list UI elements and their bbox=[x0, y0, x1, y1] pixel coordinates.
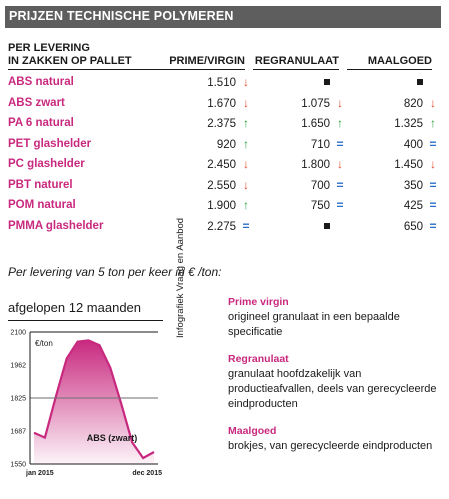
y-tick-label: 2100 bbox=[10, 329, 26, 337]
equal-icon: = bbox=[336, 198, 344, 213]
arrow-up-icon: ↑ bbox=[337, 116, 343, 131]
equal-icon: = bbox=[429, 136, 437, 151]
regran-price-value: 750 bbox=[310, 200, 330, 213]
table-row bbox=[8, 93, 440, 114]
arrow-up-icon: ↑ bbox=[243, 198, 249, 213]
equal-icon: = bbox=[429, 177, 437, 192]
regran-price-cell bbox=[253, 93, 347, 114]
prime-price-cell bbox=[158, 72, 253, 93]
prime-price-value: 2.375 bbox=[207, 118, 236, 131]
no-data-square-icon bbox=[417, 79, 423, 85]
arrow-up-icon: ↑ bbox=[430, 116, 436, 131]
x-tick-label: dec 2015 bbox=[132, 470, 162, 477]
product-name: PA 6 natural bbox=[8, 117, 74, 130]
prime-price-cell bbox=[158, 113, 253, 134]
series-label: ABS (zwart) bbox=[86, 433, 138, 444]
arrow-up-icon: ↑ bbox=[243, 136, 249, 151]
maal-price-value: 1.450 bbox=[394, 159, 423, 172]
price-chart bbox=[0, 322, 175, 492]
regran-price-cell bbox=[253, 175, 347, 196]
maal-price-value: 425 bbox=[403, 200, 423, 213]
regran-price-value: 700 bbox=[310, 179, 330, 192]
y-tick-label: 1687 bbox=[10, 428, 26, 436]
table-row bbox=[8, 72, 440, 93]
regran-price-cell bbox=[253, 113, 347, 134]
maal-price-value: 650 bbox=[403, 220, 423, 233]
prime-price-cell bbox=[158, 134, 253, 155]
prime-price-cell bbox=[158, 154, 253, 175]
maal-price-value: 820 bbox=[403, 97, 423, 110]
prime-price-value: 2.450 bbox=[207, 159, 236, 172]
col-header-product-line1: PER LEVERING bbox=[8, 42, 90, 54]
arrow-down-icon: ↓ bbox=[243, 75, 249, 90]
equal-icon: = bbox=[429, 198, 437, 213]
legend-regran-title: Regranulaat bbox=[228, 353, 289, 365]
regran-price-cell bbox=[253, 134, 347, 155]
product-name: PMMA glashelder bbox=[8, 219, 104, 232]
maal-price-cell bbox=[347, 154, 440, 175]
prime-price-cell bbox=[158, 175, 253, 196]
arrow-down-icon: ↓ bbox=[337, 157, 343, 172]
y-tick-label: 1962 bbox=[10, 362, 26, 370]
arrow-down-icon: ↓ bbox=[243, 177, 249, 192]
col-header-product-line2: IN ZAKKEN OP PALLET bbox=[8, 55, 132, 67]
regran-price-value: 1.800 bbox=[301, 159, 330, 172]
product-name: PBT naturel bbox=[8, 178, 73, 191]
regran-price-value: 1.075 bbox=[301, 97, 330, 110]
prime-price-cell bbox=[158, 93, 253, 114]
unit-note: Per levering van 5 ton per keer in € /ton: bbox=[8, 265, 222, 279]
product-name: PC glashelder bbox=[8, 158, 85, 171]
product-name: PET glashelder bbox=[8, 137, 92, 150]
table-row bbox=[8, 195, 440, 216]
regran-price-value: 1.650 bbox=[301, 118, 330, 131]
maal-price-cell bbox=[347, 175, 440, 196]
regran-price-cell bbox=[253, 154, 347, 175]
table-row bbox=[8, 216, 440, 237]
prime-price-value: 1.510 bbox=[207, 77, 236, 90]
maal-price-cell bbox=[347, 113, 440, 134]
y-tick-label: 1550 bbox=[10, 461, 26, 469]
series-area bbox=[34, 340, 154, 464]
prime-price-value: 2.550 bbox=[207, 179, 236, 192]
product-name: ABS zwart bbox=[8, 96, 65, 109]
regran-price-cell bbox=[253, 72, 347, 93]
maal-price-cell bbox=[347, 93, 440, 114]
arrow-down-icon: ↓ bbox=[243, 157, 249, 172]
price-table bbox=[8, 42, 440, 236]
chart-title: afgelopen 12 maanden bbox=[8, 300, 142, 315]
arrow-down-icon: ↓ bbox=[430, 157, 436, 172]
product-name: POM natural bbox=[8, 199, 76, 212]
equal-icon: = bbox=[336, 136, 344, 151]
prime-price-value: 1.670 bbox=[207, 97, 236, 110]
maal-price-cell bbox=[347, 134, 440, 155]
maal-price-cell bbox=[347, 216, 440, 237]
legend-regran-text: granulaat hoofdzakelijk van productieafvallen, deels van gerecycleerde eindproducten bbox=[228, 368, 437, 410]
arrow-up-icon: ↑ bbox=[243, 116, 249, 131]
legend-maal-title: Maalgoed bbox=[228, 425, 277, 437]
table-row bbox=[8, 154, 440, 175]
col-header-product bbox=[8, 42, 158, 72]
equal-icon: = bbox=[336, 177, 344, 192]
regran-price-cell bbox=[253, 195, 347, 216]
y-axis-label: €/ton bbox=[35, 339, 53, 348]
side-label: Infografiek Vraag en Aanbod bbox=[175, 217, 186, 338]
col-header-prime: PRIME/VIRGIN bbox=[158, 42, 253, 72]
header-bar bbox=[5, 6, 441, 28]
col-header-maal: MAALGOED bbox=[347, 42, 440, 72]
equal-icon: = bbox=[429, 218, 437, 233]
arrow-down-icon: ↓ bbox=[430, 95, 436, 110]
regran-price-value: 710 bbox=[310, 138, 330, 151]
maal-price-value: 350 bbox=[403, 179, 423, 192]
prime-price-cell bbox=[158, 195, 253, 216]
col-header-regran: REGRANULAAT bbox=[253, 42, 347, 72]
maal-price-value: 1.325 bbox=[394, 118, 423, 131]
prime-price-value: 2.275 bbox=[207, 220, 236, 233]
arrow-down-icon: ↓ bbox=[243, 95, 249, 110]
table-row bbox=[8, 113, 440, 134]
legend-maal-text: brokjes, van gerecycleerde eindproducten bbox=[228, 440, 433, 452]
no-data-square-icon bbox=[324, 223, 330, 229]
legend-maal bbox=[228, 424, 443, 454]
legend bbox=[228, 295, 443, 466]
table-row bbox=[8, 175, 440, 196]
prime-price-value: 1.900 bbox=[207, 200, 236, 213]
maal-price-cell bbox=[347, 195, 440, 216]
prime-price-value: 920 bbox=[216, 138, 236, 151]
header-title: PRIJZEN TECHNISCHE POLYMEREN bbox=[9, 9, 234, 23]
prime-price-cell bbox=[158, 216, 253, 237]
y-tick-label: 1825 bbox=[10, 395, 26, 403]
x-tick-label: jan 2015 bbox=[26, 470, 54, 477]
arrow-down-icon: ↓ bbox=[337, 95, 343, 110]
table-row bbox=[8, 134, 440, 155]
no-data-square-icon bbox=[324, 79, 330, 85]
equal-icon: = bbox=[242, 218, 250, 233]
chart-title-rule bbox=[8, 320, 163, 321]
legend-regran bbox=[228, 352, 443, 412]
maal-price-cell bbox=[347, 72, 440, 93]
legend-prime-text: origineel granulaat in een bepaalde specificatie bbox=[228, 311, 400, 338]
product-name: ABS natural bbox=[8, 76, 74, 89]
legend-prime-title: Prime virgin bbox=[228, 296, 289, 308]
regran-price-cell bbox=[253, 216, 347, 237]
maal-price-value: 400 bbox=[403, 138, 423, 151]
legend-prime bbox=[228, 295, 443, 340]
